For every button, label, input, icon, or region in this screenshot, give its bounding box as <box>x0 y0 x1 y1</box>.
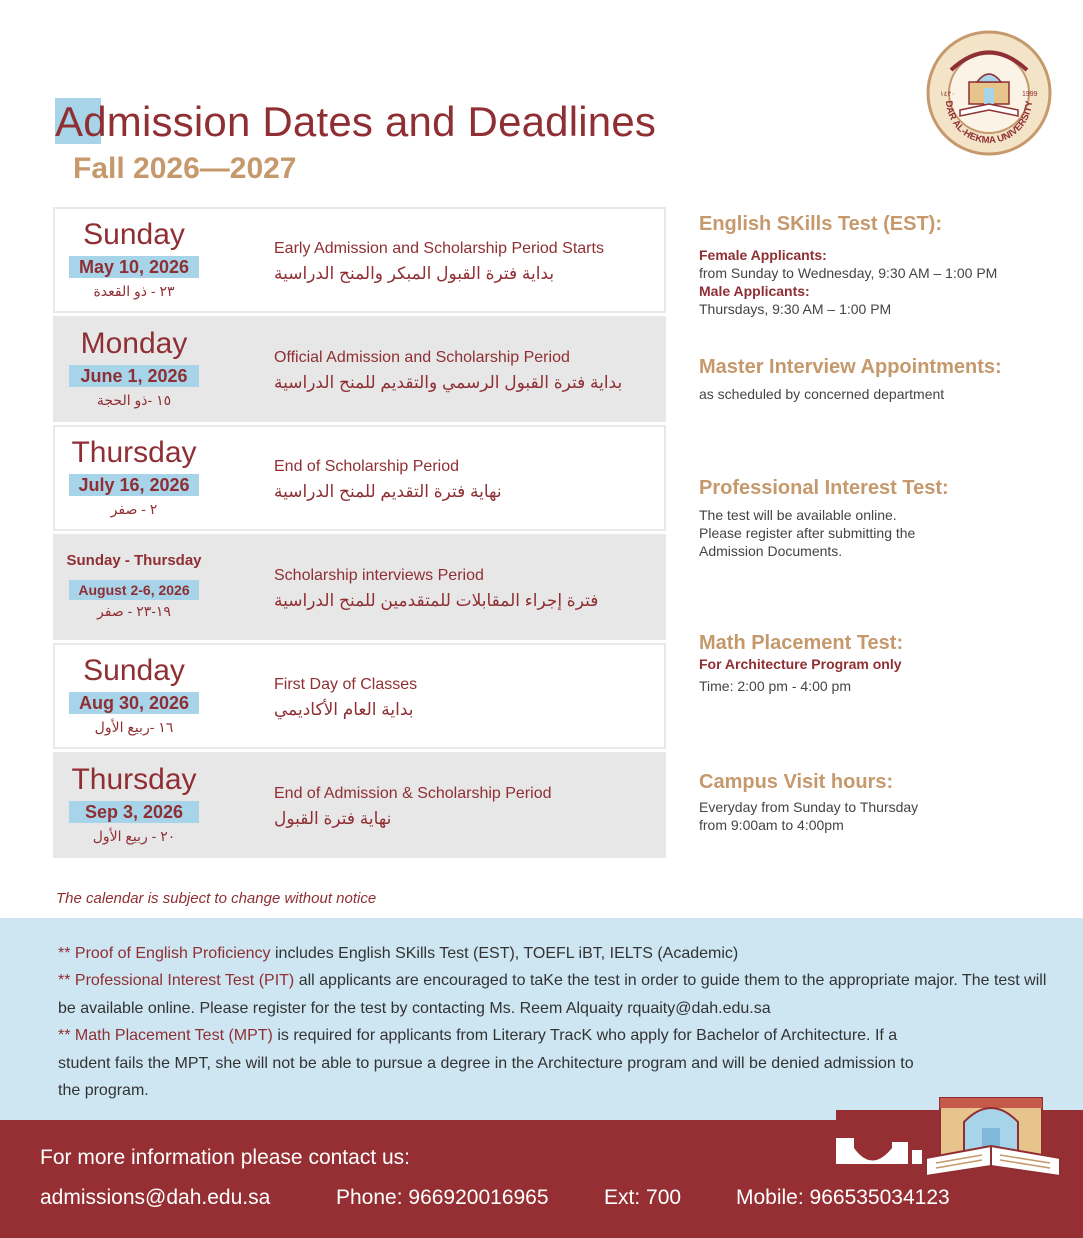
note-professional-interest-text: all applicants are encouraged to taKe the test in order to guide them to the appropriate major. The test will be available online. Please register for the test by contacting Ms. Reem Alquaity rquaity@dah.edu.sa <box>58 972 1047 1017</box>
info-campus-visit <box>699 771 1069 834</box>
university-logo <box>926 30 1052 156</box>
schedule-row <box>53 207 666 313</box>
pit-line-1: The test will be available online. <box>699 507 897 523</box>
row-event-arabic: نهاية فترة القبول <box>274 809 392 828</box>
page-title: Admission Dates and Deadlines <box>55 98 657 145</box>
schedule-row <box>53 534 666 640</box>
est-female-text: from Sunday to Wednesday, 9:30 AM – 1:00 PM <box>699 265 998 281</box>
master-title: Master Interview Appointments: <box>699 356 1002 378</box>
contact-mobile[interactable]: Mobile: 966535034123 <box>736 1186 950 1209</box>
schedule-row <box>53 316 666 422</box>
row-event-arabic: بداية فترة القبول المبكر والمنح الدراسية <box>274 264 555 283</box>
pit-title: Professional Interest Test: <box>699 477 949 499</box>
row-date: July 16, 2026 <box>69 474 199 496</box>
row-event-arabic: نهاية فترة التقديم للمنح الدراسية <box>274 482 502 501</box>
logo-year-left: ١٤٢٠ <box>940 91 956 98</box>
master-text: as scheduled by concerned department <box>699 386 945 402</box>
calendar-note: The calendar is subject to change without notice <box>56 890 377 907</box>
row-day: Monday <box>80 327 188 360</box>
row-hijri-date: ١٩-٢٣ - صفر <box>97 603 171 619</box>
math-title: Math Placement Test: <box>699 632 904 654</box>
info-professional-interest-test <box>699 477 1069 560</box>
info-master-interview <box>699 356 1069 403</box>
est-male-text: Thursdays, 9:30 AM – 1:00 PM <box>699 301 892 317</box>
row-event-english: Early Admission and Scholarship Period Starts <box>274 240 604 257</box>
row-day: Sunday - Thursday <box>66 552 202 569</box>
note-english-proficiency-title: ** Proof of English Proficiency <box>58 945 271 962</box>
contact-ext: Ext: 700 <box>604 1186 682 1209</box>
row-hijri-date: ٢٠ - ربيع الأول <box>92 828 176 844</box>
row-hijri-date: ١٥ -ذو الحجة <box>96 392 172 408</box>
est-title: English SKills Test (EST): <box>699 213 942 235</box>
math-label: For Architecture Program only <box>699 656 902 672</box>
est-male-label: Male Applicants: <box>699 283 810 299</box>
note-english-proficiency-text: includes English SKills Test (EST), TOEFL iBT, IELTS (Academic) <box>270 945 739 962</box>
note-math-placement-text: is required for applicants from Literary TracK who apply for Bachelor of Architecture. If a student fails the MPT, she will not be able to pursue a degree in the Architecture program and will be denied admission to the program. <box>58 1027 914 1099</box>
row-event-arabic: بداية العام الأكاديمي <box>274 700 414 719</box>
note-math-placement <box>58 1022 938 1105</box>
admission-schedule <box>53 207 666 861</box>
row-date: Sep 3, 2026 <box>69 801 199 823</box>
row-date: Aug 30, 2026 <box>69 692 199 714</box>
row-hijri-date: ٢٣ - ذو القعدة <box>93 283 175 299</box>
note-professional-interest <box>58 967 1058 1022</box>
schedule-row <box>53 425 666 531</box>
pit-line-3: Admission Documents. <box>699 543 843 559</box>
row-event-arabic: بداية فترة القبول الرسمي والتقديم للمنح الدراسية <box>274 373 623 392</box>
row-event-arabic: فترة إجراء المقابلات للمتقدمين للمنح الدراسية <box>274 591 599 610</box>
math-text: Time: 2:00 pm - 4:00 pm <box>699 678 851 694</box>
contact-email[interactable]: admissions@dah.edu.sa <box>40 1186 271 1209</box>
schedule-row <box>53 752 666 858</box>
logo-text: DAR AL-HEKMA UNIVERSITY <box>942 100 1036 147</box>
row-date: June 1, 2026 <box>69 365 199 387</box>
note-math-placement-title: ** Math Placement Test (MPT) <box>58 1027 273 1044</box>
row-hijri-date: ١٦ -ربيع الأول <box>94 719 174 735</box>
title-block <box>55 96 657 185</box>
contact-phone[interactable]: Phone: 966920016965 <box>336 1186 549 1209</box>
campus-line-1: Everyday from Sunday to Thursday <box>699 799 919 815</box>
row-day: Thursday <box>71 763 197 796</box>
row-day: Sunday <box>83 654 185 687</box>
row-event-english: Official Admission and Scholarship Period <box>274 349 570 366</box>
row-event-english: First Day of Classes <box>274 676 418 693</box>
pit-line-2: Please register after submitting the <box>699 525 916 541</box>
campus-line-2: from 9:00am to 4:00pm <box>699 817 844 833</box>
campus-title: Campus Visit hours: <box>699 771 894 793</box>
contact-label: For more information please contact us: <box>40 1146 411 1169</box>
row-hijri-date: ٢ - صفر <box>110 501 158 517</box>
note-english-proficiency <box>58 940 1058 968</box>
row-date: May 10, 2026 <box>69 256 199 278</box>
university-building-illustration <box>832 1088 1072 1198</box>
row-event-english: Scholarship interviews Period <box>274 567 484 584</box>
info-est <box>699 213 1069 318</box>
row-date: August 2-6, 2026 <box>69 580 199 600</box>
schedule-row <box>53 643 666 749</box>
row-event-english: End of Scholarship Period <box>274 458 459 475</box>
row-day: Thursday <box>71 436 197 469</box>
row-day: Sunday <box>83 218 185 251</box>
logo-year-right: 1999 <box>1022 91 1038 98</box>
est-female-label: Female Applicants: <box>699 247 827 263</box>
info-math-placement-test <box>699 632 1069 695</box>
note-professional-interest-title: ** Professional Interest Test (PIT) <box>58 972 295 989</box>
row-event-english: End of Admission & Scholarship Period <box>274 785 552 802</box>
page-subtitle: Fall 2026—2027 <box>73 152 297 185</box>
